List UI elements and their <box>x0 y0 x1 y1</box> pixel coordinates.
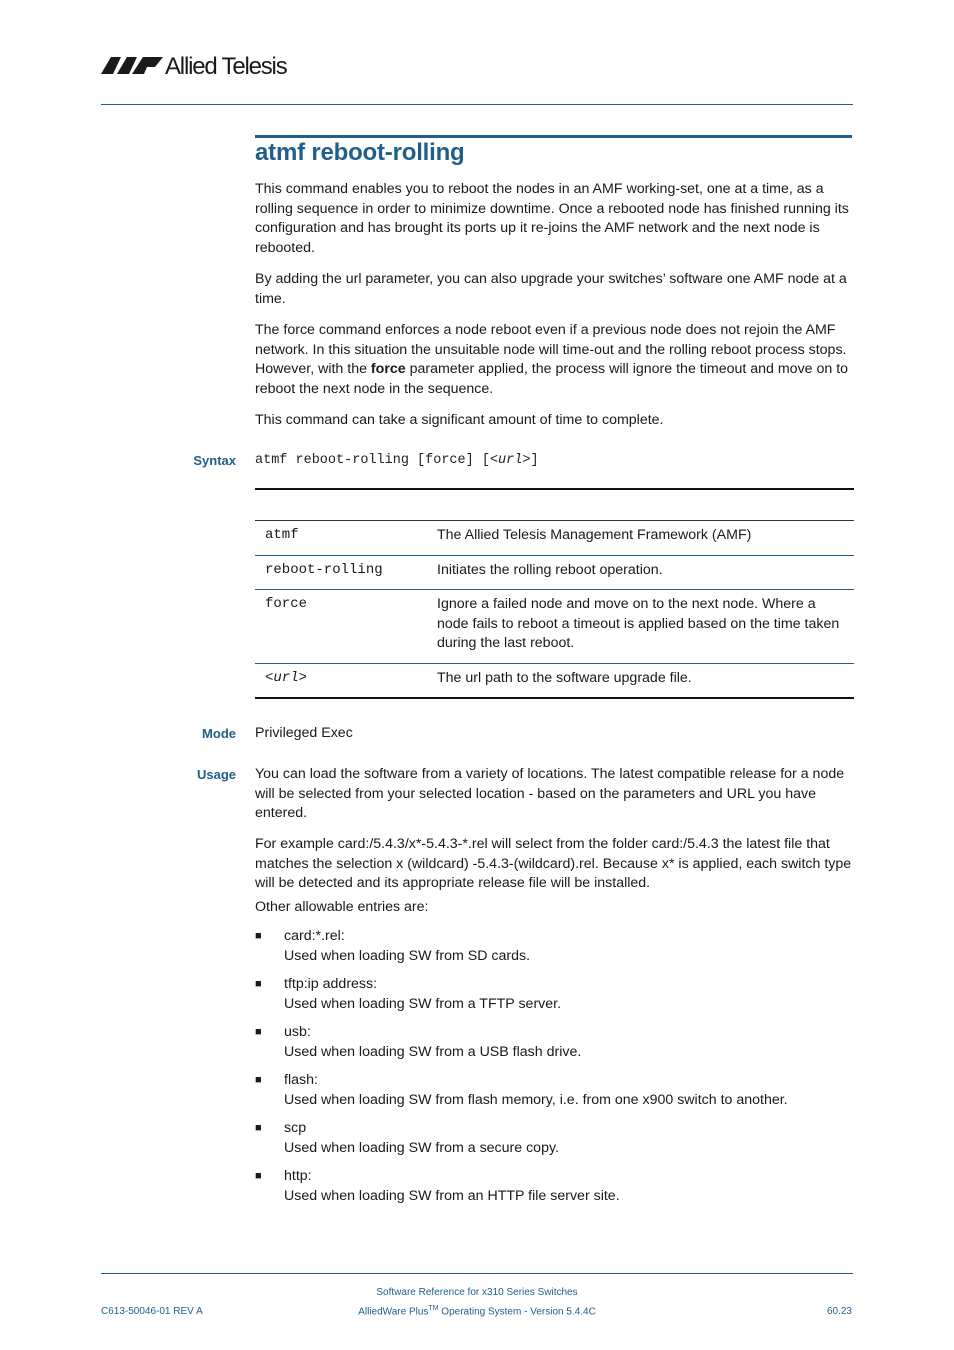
parameter-description: Ignore a failed node and move on to the next node. Where a node fails to reboot a timeout is applied based on the time taken during the last reboot. <box>427 590 854 664</box>
entry-description: Used when loading SW from flash memory, i.e. from one x900 switch to another. <box>284 1091 788 1108</box>
parameter-description: The url path to the software upgrade file. <box>427 663 854 698</box>
parameter-name: <url> <box>255 663 427 698</box>
parameter-name: force <box>255 590 427 664</box>
header-divider <box>101 104 853 105</box>
table-top-rule <box>255 488 854 490</box>
entry-description: Used when loading SW from a USB flash drive. <box>284 1043 582 1060</box>
bullet-square-icon: ■ <box>255 1122 262 1134</box>
logo-mark-icon <box>101 50 301 84</box>
entry-description: Used when loading SW from a secure copy. <box>284 1139 559 1156</box>
usage-paragraph-1: You can load the software from a variety of locations. The latest compatible release for a node will be selected from your selected location - based on the parameters and URL you have entered. <box>255 766 845 821</box>
entry-name: card:*.rel: <box>284 928 345 944</box>
table-row <box>255 663 854 698</box>
footer-divider <box>101 1273 853 1274</box>
footer-doc-id: C613-50046-01 REV A <box>101 1306 203 1317</box>
syntax-command: atmf reboot-rolling [force] [<url>] <box>255 453 539 468</box>
title-divider <box>255 135 852 138</box>
allied-telesis-logo <box>101 50 301 84</box>
parameter-table <box>255 520 854 699</box>
parameter-description: Initiates the rolling reboot operation. <box>427 555 854 590</box>
force-keyword: force <box>370 361 406 377</box>
mode-value: Privileged Exec <box>255 725 353 741</box>
usage-label: Usage <box>196 767 236 782</box>
footer-title: Software Reference for x310 Series Switches <box>376 1287 578 1298</box>
entry-description: Used when loading SW from a TFTP server. <box>284 995 562 1012</box>
parameter-name: reboot-rolling <box>255 555 427 590</box>
bullet-square-icon: ■ <box>255 978 262 990</box>
bullet-square-icon: ■ <box>255 930 262 942</box>
entry-name: http: <box>284 1168 312 1184</box>
bullet-square-icon: ■ <box>255 1026 262 1038</box>
description-paragraph-2: By adding the url parameter, you can also upgrade your switches’ software one AMF node at a time. <box>255 271 847 307</box>
bullet-square-icon: ■ <box>255 1074 262 1086</box>
entry-description: Used when loading SW from an HTTP file server site. <box>284 1187 620 1204</box>
syntax-label: Syntax <box>193 453 236 468</box>
entry-name: usb: <box>284 1024 311 1040</box>
usage-paragraph-2: For example card:/5.4.3/x*-5.4.3-*.rel will select from the folder card:/5.4.3 the latest file that matches the selection x (wildcard) -5.4.3-(wildcard).rel. Because x* is applied, each switch type will be detected and its appropriate release file will be installed. <box>255 836 852 891</box>
description-paragraph-3: The force command enforces a node reboot even if a previous node does not rejoin the AMF network. In this situation the unsuitable node will time-out and the rolling reboot process stops. However, with the force parameter applied, the process will ignore the timeout and move on to reboot the next node in the sequence. <box>255 322 849 397</box>
table-row <box>255 555 854 590</box>
footer-page-number: 60.23 <box>826 1306 852 1317</box>
description-paragraph-4: This command can take a significant amount of time to complete. <box>255 412 664 428</box>
entry-description: Used when loading SW from SD cards. <box>284 947 531 964</box>
usage-paragraph-3: Other allowable entries are: <box>255 899 429 915</box>
entry-name: tftp:ip address: <box>284 976 378 992</box>
table-row <box>255 590 854 664</box>
page-title: atmf reboot-rolling <box>255 139 465 166</box>
description-paragraph-1: This command enables you to reboot the nodes in an AMF working-set, one at a time, as a rolling sequence in order to minimize downtime. Once a rebooted node has finished running its configuration and has brought its ports up it re-joins the AMF network and the next node is rebooted. <box>255 181 849 256</box>
logo-wordmark: Allied Telesis <box>165 53 287 80</box>
parameter-name: atmf <box>265 527 299 543</box>
footer-os-version: AlliedWare Plus™ Operating System - Version 5.4.4C <box>358 1305 596 1318</box>
table-row <box>255 521 854 556</box>
entry-name: scp <box>284 1120 307 1136</box>
entry-name: flash: <box>284 1072 318 1088</box>
parameter-description: The Allied Telesis Management Framework (AMF) <box>437 527 752 543</box>
mode-label: Mode <box>202 726 236 741</box>
bullet-square-icon: ■ <box>255 1170 262 1182</box>
